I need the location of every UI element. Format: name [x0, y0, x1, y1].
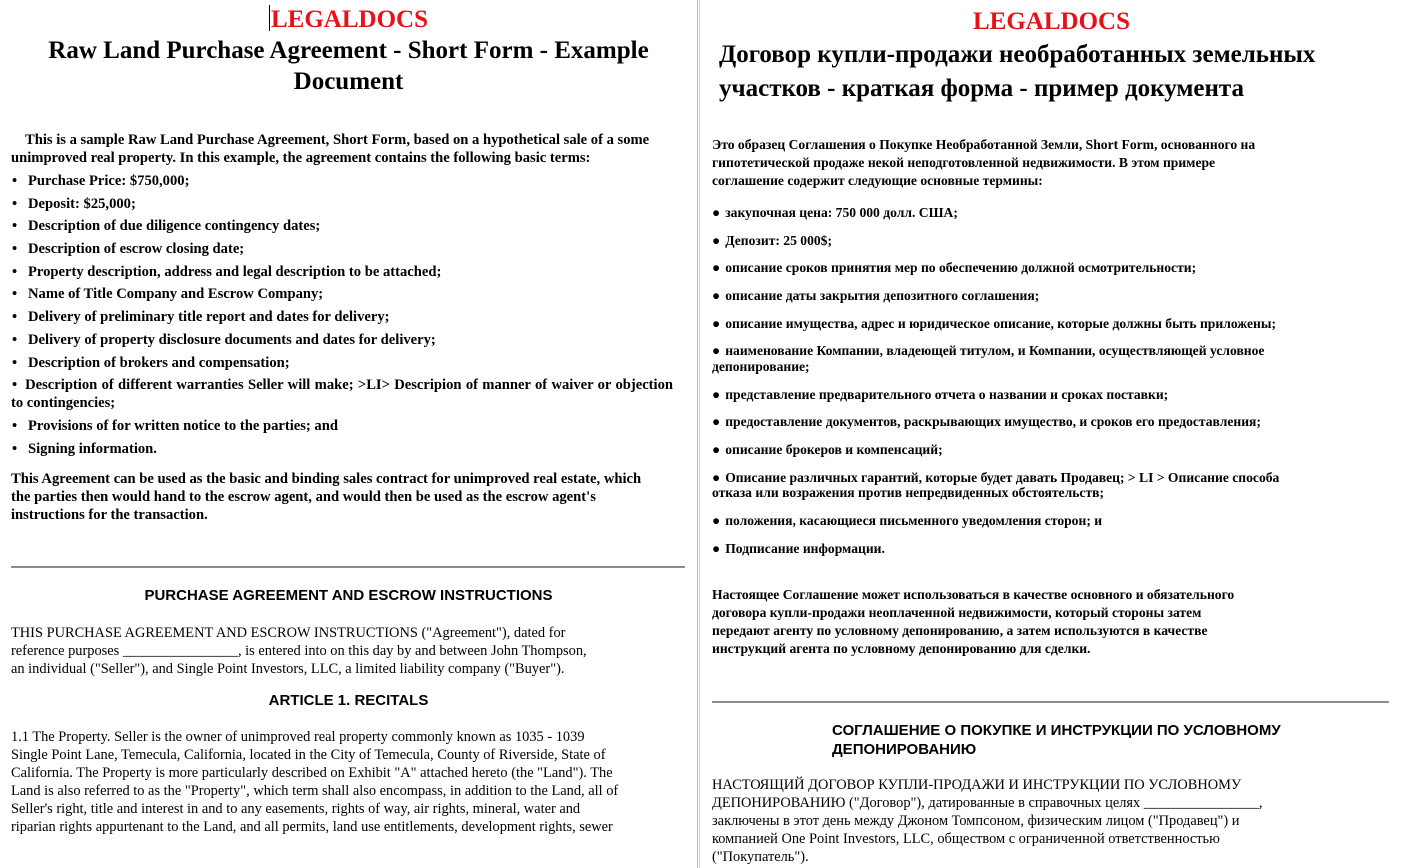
list-item: ● положения, касающиеся письменного уведомления сторон; и [712, 512, 1103, 528]
left-recital-line: California. The Property is more particularly described on Exhibit "A" attached hereto (the "Land"). The [11, 765, 613, 781]
text-cursor [269, 5, 270, 31]
left-recital-line: 1.1 The Property. Seller is the owner of unimproved real property commonly known as 1035 - 1039 [11, 729, 585, 745]
list-item: • Description of escrow closing date; [12, 241, 245, 258]
left-recital-line: Land is also referred to as the "Property", which term shall also encompass, in addition to the Land, all of [11, 783, 619, 799]
right-intro-line: Это образец Соглашения о Покупке Необработанной Земли, Short Form, основанного на [712, 137, 1256, 152]
left-intro-block [11, 131, 686, 167]
right-section-heading-line: СОГЛАШЕНИЕ О ПОКУПКЕ И ИНСТРУКЦИИ ПО УСЛОВНОМУ [832, 722, 1281, 739]
left-section-heading: PURCHASE AGREEMENT AND ESCROW INSTRUCTIONS [144, 587, 553, 604]
left-title-line1: Raw Land Purchase Agreement - Short Form - Example [48, 37, 649, 64]
list-item: • Purchase Price: $750,000; [12, 173, 190, 189]
left-closing-block [11, 470, 659, 524]
list-item: ● представление предварительного отчета о названии и сроках поставки; [712, 386, 1169, 402]
right-section-heading [832, 721, 1392, 759]
right-closing-line: передают агенту по условному депонированию, а затем используются в качестве [712, 623, 1208, 638]
right-divider [712, 701, 1389, 703]
list-item: • Deposit: $25,000; [12, 195, 136, 212]
list-item: ● закупочная цена: 750 000 долл. США; [712, 205, 958, 220]
right-intro-block [712, 136, 1392, 190]
right-closing-line: Настоящее Соглашение может использоваться в качестве основного и обязательного [712, 587, 1235, 602]
right-title-line2: участков - краткая форма - пример документа [719, 75, 1244, 102]
list-item: ● предоставление документов, раскрывающих имущество, и сроков его предоставления; [712, 414, 1261, 430]
list-item: ● описание брокеров и компенсаций; [712, 442, 943, 457]
list-item: • Delivery of property disclosure documents and dates for delivery; [12, 331, 436, 348]
right-brand-row [700, 8, 1402, 36]
left-recitals-paragraph [11, 728, 695, 836]
left-closing-text: This Agreement can be used as the basic and binding sales contract for unimproved real estate, which the parties then would hand to the escrow agent, and would then be used as the escrow agent's instructions for the transaction. [11, 471, 642, 523]
list-item: • Description of different warranties Seller will make; >LI> Descripion of manner of waiver or objection to contingencies; [11, 377, 673, 412]
right-doc-title [700, 38, 1402, 106]
left-brand-row [0, 5, 697, 34]
original-document-pane[interactable] [0, 0, 698, 868]
right-closing-line: договора купли-продажи неоплаченной недвижимости, который стороны затем [712, 605, 1202, 620]
list-item: • Name of Title Company and Escrow Company; [12, 286, 324, 303]
list-item: ● описание имущества, адрес и юридическое описание, которые должны быть приложены; [712, 315, 1276, 331]
right-agreement-line: НАСТОЯЩИЙ ДОГОВОР КУПЛИ-ПРОДАЖИ И ИНСТРУКЦИИ ПО УСЛОВНОМУ [712, 777, 1242, 793]
right-agreement-line: заключены в этот день между Джоном Томпсоном, физическим лицом ("Продавец") и [712, 813, 1240, 829]
left-intro-text: This is a sample Raw Land Purchase Agreement, Short Form, based on a hypothetical sale of a some unimproved real property. In this example, the agreement contains the following basic terms: [11, 132, 650, 166]
list-item: • Delivery of preliminary title report and dates for delivery; [12, 309, 390, 326]
list-item: • Signing information. [12, 440, 157, 457]
list-item: ● Депозит: 25 000$; [712, 232, 833, 248]
left-article-heading: ARTICLE 1. RECITALS [268, 692, 429, 709]
list-item: • Description of due diligence contingency dates; [12, 218, 321, 235]
right-brand-logo: LEGALDOCS [973, 8, 1130, 35]
right-title-line1: Договор купли-продажи необработанных земельных [719, 41, 1316, 68]
right-intro-line: гипотетической продаже некой неподготовленной недвижимости. В этом примере [712, 155, 1216, 170]
left-divider [11, 566, 685, 568]
right-agreement-paragraph [712, 776, 1398, 866]
list-item: ● описание сроков принятия мер по обеспечению должной осмотрительности; [712, 260, 1197, 276]
list-item: • Property description, address and legal description to be attached; [12, 263, 442, 280]
left-agreement-paragraph [11, 624, 691, 678]
list-item: ● Описание различных гарантий, которые будет давать Продавец; > LI > Описание способа отказа или возражения против непредвиденных обстоятельств; [712, 469, 1280, 501]
left-terms-list [11, 172, 673, 462]
right-closing-line: инструкций агента по условному депонированию для сделки. [712, 641, 1091, 656]
left-agreement-line: an individual ("Seller"), and Single Point Investors, LLC, a limited liability company ("Buyer"). [11, 661, 565, 677]
right-section-heading-line: ДЕПОНИРОВАНИЮ [832, 741, 977, 758]
right-agreement-line: ("Покупатель"). [712, 849, 809, 865]
left-brand-logo: LEGALDOCS [271, 6, 428, 33]
right-agreement-line: компанией One Point Investors, LLC, обществом с ограниченной ответственностью [712, 831, 1220, 847]
list-item: ● описание даты закрытия депозитного соглашения; [712, 288, 1040, 304]
list-item: ● наименование Компании, владеющей титулом, и Компании, осуществляющей условное депонирование; [712, 343, 1265, 374]
left-agreement-line: reference purposes ________________, is entered into on this day by and between John Thompson, [11, 643, 587, 659]
right-agreement-line: ДЕПОНИРОВАНИЮ ("Договор"), датированные в справочных целях ________________, [712, 795, 1263, 811]
left-recital-line: riparian rights appurtenant to the Land, and all permits, land use entitlements, development rights, sewer [11, 819, 613, 835]
right-intro-line: соглашение содержит следующие основные термины: [712, 173, 1043, 188]
left-doc-title [0, 35, 697, 97]
right-terms-list [712, 205, 1370, 568]
left-title-line2: Document [293, 68, 404, 95]
translated-document-pane[interactable] [699, 0, 1402, 868]
left-recital-line: Single Point Lane, Temecula, California, located in the City of Temecula, County of Riverside, State of [11, 747, 606, 763]
right-closing-block [712, 586, 1392, 658]
list-item: ● Подписание информации. [712, 540, 885, 556]
left-agreement-line: THIS PURCHASE AGREEMENT AND ESCROW INSTRUCTIONS ("Agreement"), dated for [11, 625, 566, 641]
list-item: • Description of brokers and compensation; [12, 354, 290, 371]
list-item: • Provisions of for written notice to the parties; and [12, 417, 338, 434]
left-recital-line: Seller's right, title and interest in and to any easements, rights of way, air rights, mineral, water and [11, 801, 581, 817]
